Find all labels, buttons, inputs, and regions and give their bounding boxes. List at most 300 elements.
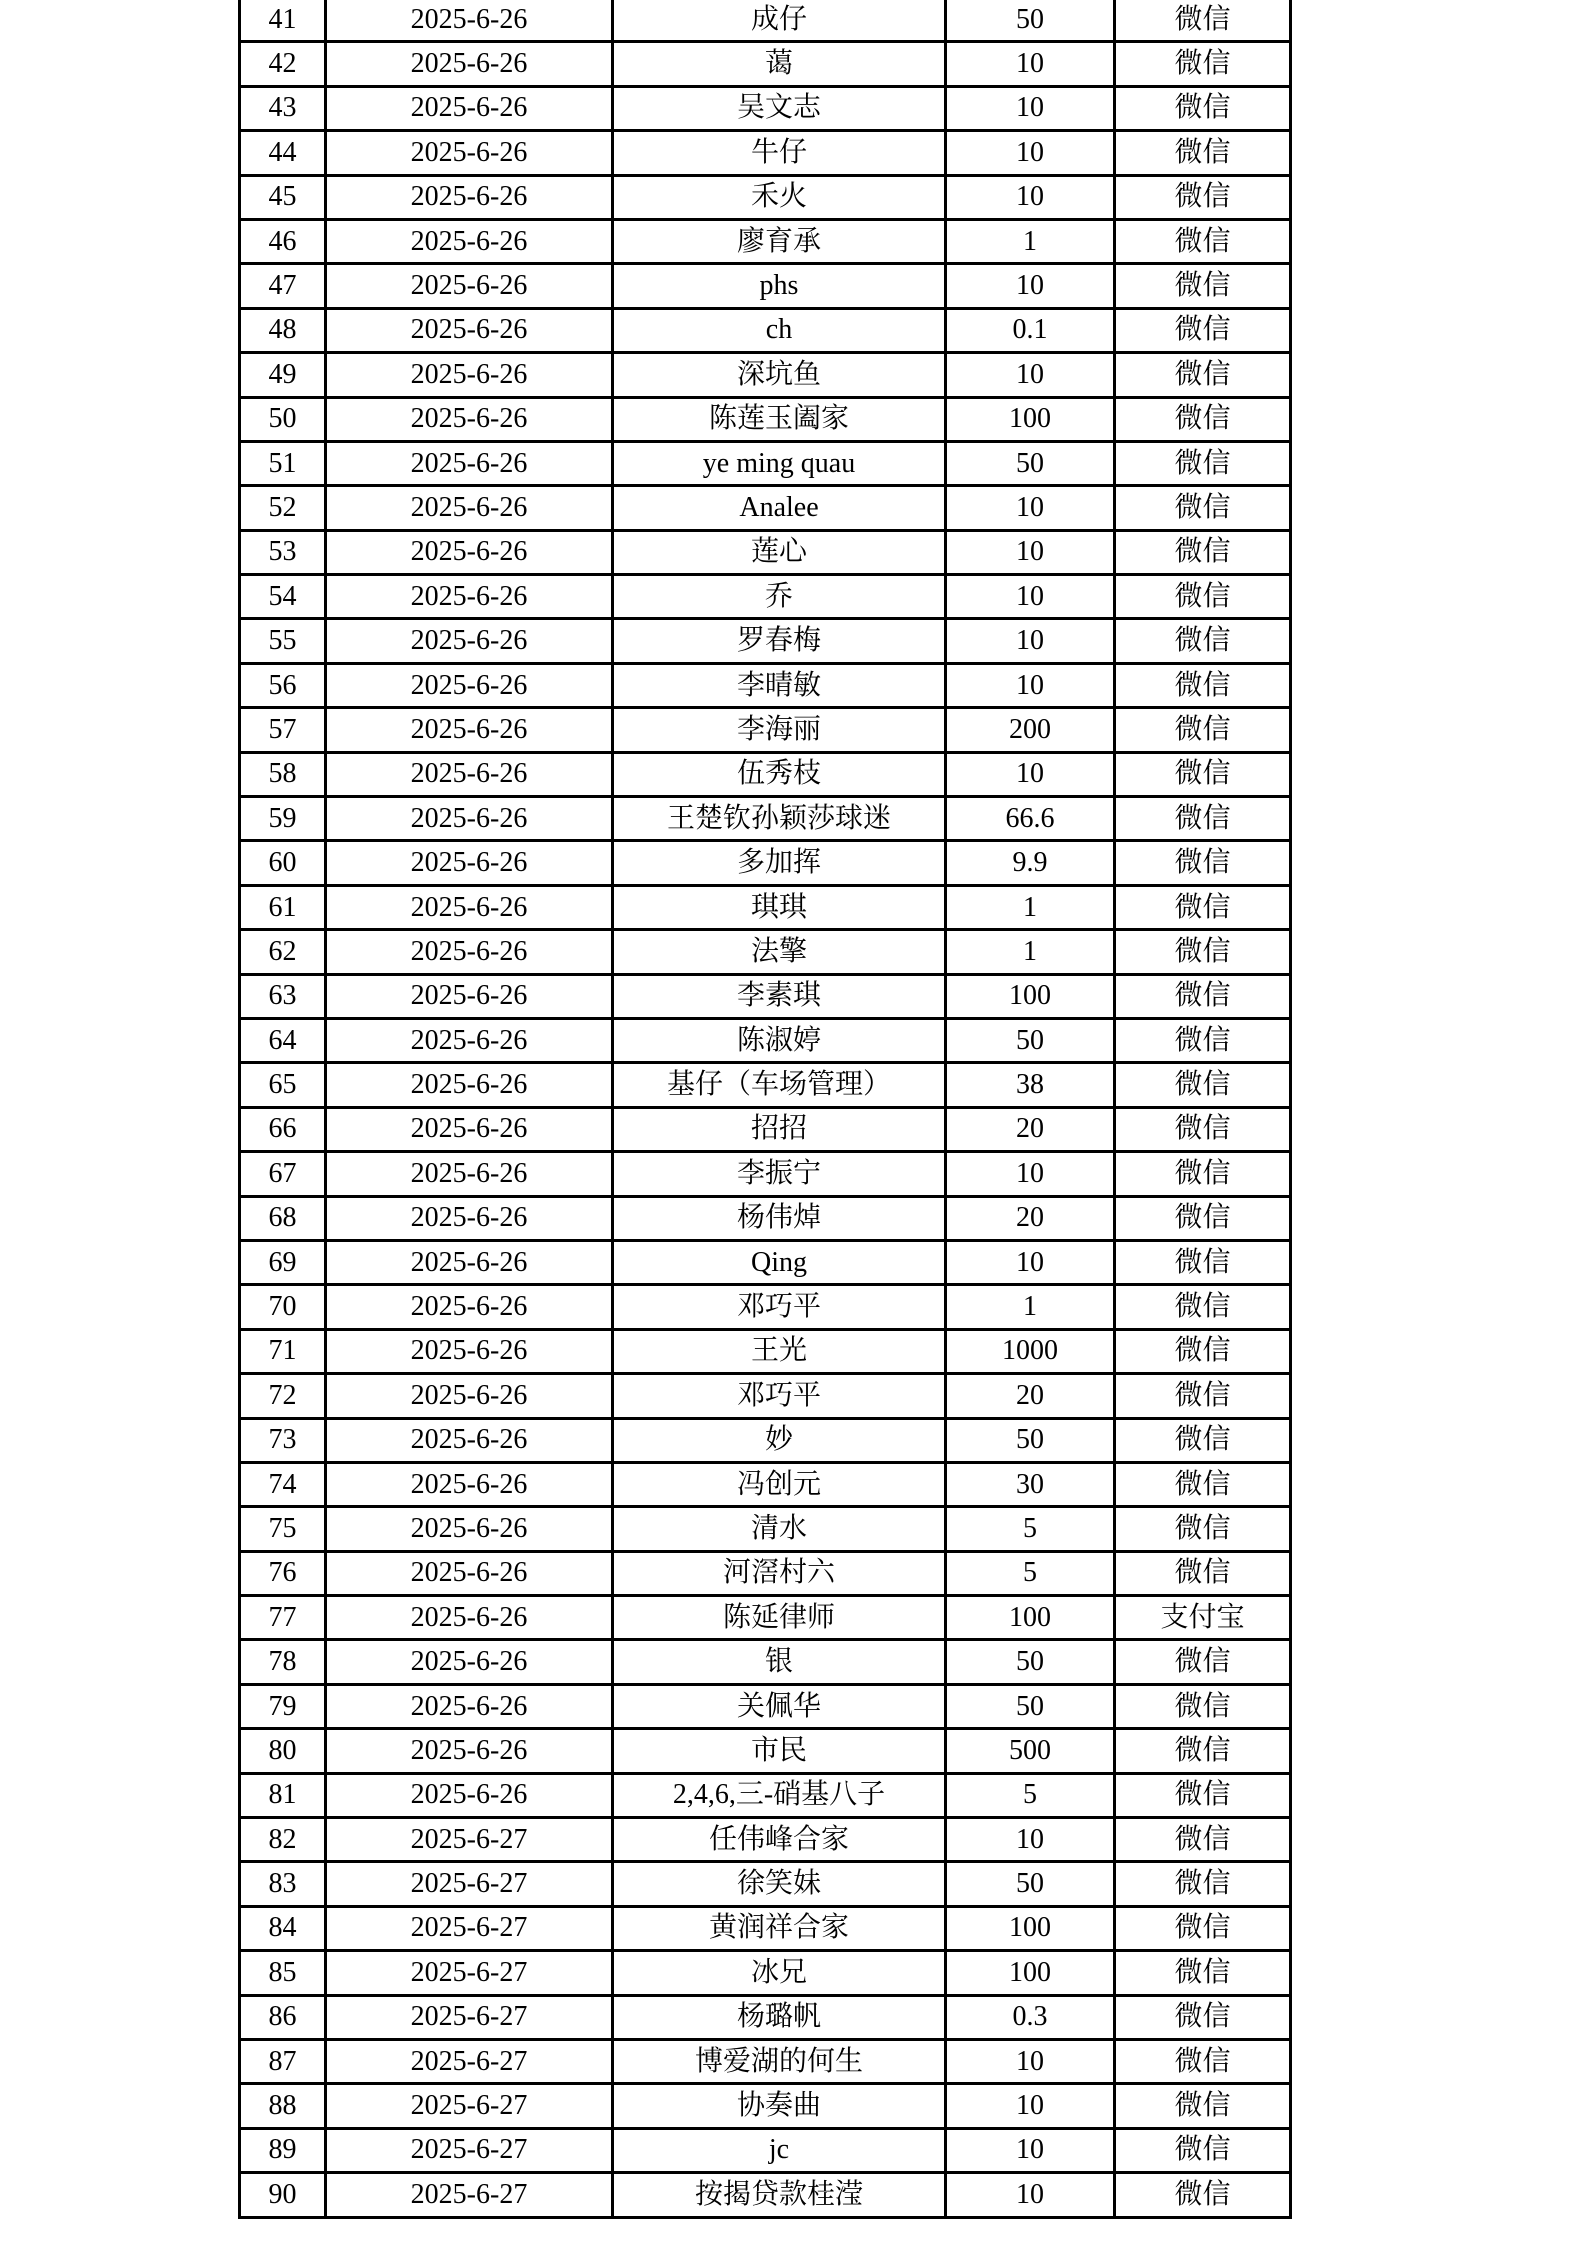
donor-name-cell: 法擎: [613, 930, 946, 974]
row-number-cell: 50: [240, 397, 326, 441]
row-number-cell: 44: [240, 131, 326, 175]
payment-method-cell: 微信: [1115, 1995, 1291, 2039]
table-row: [240, 131, 1291, 175]
payment-method-cell: 微信: [1115, 308, 1291, 352]
row-number-cell: 81: [240, 1773, 326, 1817]
payment-method-cell: 微信: [1115, 575, 1291, 619]
donor-name-cell: 吴文志: [613, 86, 946, 130]
row-number-cell: 51: [240, 441, 326, 485]
payment-method-cell: 微信: [1115, 885, 1291, 929]
date-cell: 2025-6-26: [326, 0, 613, 42]
row-number-cell: 82: [240, 1818, 326, 1862]
row-number-cell: 90: [240, 2173, 326, 2217]
payment-method-cell: 微信: [1115, 619, 1291, 663]
row-number-cell: 59: [240, 797, 326, 841]
row-number-cell: 84: [240, 1906, 326, 1950]
table-row: [240, 1729, 1291, 1773]
amount-cell: 10: [946, 2173, 1115, 2217]
payment-method-cell: 微信: [1115, 797, 1291, 841]
row-number-cell: 41: [240, 0, 326, 42]
payment-method-cell: 微信: [1115, 397, 1291, 441]
donor-name-cell: 王光: [613, 1329, 946, 1373]
donor-name-cell: ch: [613, 308, 946, 352]
table-row: [240, 1329, 1291, 1373]
payment-method-cell: 微信: [1115, 353, 1291, 397]
amount-cell: 0.3: [946, 1995, 1115, 2039]
amount-cell: 10: [946, 1152, 1115, 1196]
amount-cell: 5: [946, 1551, 1115, 1595]
date-cell: 2025-6-26: [326, 663, 613, 707]
payment-method-cell: 微信: [1115, 1640, 1291, 1684]
date-cell: 2025-6-26: [326, 1640, 613, 1684]
donor-name-cell: 李素琪: [613, 974, 946, 1018]
payment-method-cell: 微信: [1115, 752, 1291, 796]
payment-method-cell: 微信: [1115, 663, 1291, 707]
date-cell: 2025-6-27: [326, 2039, 613, 2083]
donor-name-cell: 陈延律师: [613, 1596, 946, 1640]
donor-name-cell: 银: [613, 1640, 946, 1684]
donor-name-cell: 2,4,6,三-硝基八子: [613, 1773, 946, 1817]
table-row: [240, 1285, 1291, 1329]
amount-cell: 100: [946, 1951, 1115, 1995]
table-row: [240, 2039, 1291, 2083]
table-row: [240, 1374, 1291, 1418]
donor-name-cell: 王楚钦孙颖莎球迷: [613, 797, 946, 841]
amount-cell: 1: [946, 930, 1115, 974]
payment-method-cell: 微信: [1115, 2128, 1291, 2172]
date-cell: 2025-6-27: [326, 1906, 613, 1950]
payment-method-cell: 微信: [1115, 1329, 1291, 1373]
date-cell: 2025-6-27: [326, 2128, 613, 2172]
payment-method-cell: 支付宝: [1115, 1596, 1291, 1640]
payment-method-cell: 微信: [1115, 1507, 1291, 1551]
amount-cell: 10: [946, 663, 1115, 707]
table-row: [240, 708, 1291, 752]
donor-name-cell: 市民: [613, 1729, 946, 1773]
payment-method-cell: 微信: [1115, 219, 1291, 263]
table-row: [240, 1862, 1291, 1906]
payment-method-cell: 微信: [1115, 1906, 1291, 1950]
payment-method-cell: 微信: [1115, 1551, 1291, 1595]
table-row: [240, 42, 1291, 86]
date-cell: 2025-6-26: [326, 752, 613, 796]
donor-name-cell: phs: [613, 264, 946, 308]
donor-name-cell: 陈淑婷: [613, 1018, 946, 1062]
row-number-cell: 53: [240, 530, 326, 574]
table-row: [240, 752, 1291, 796]
donor-name-cell: 杨璐帆: [613, 1995, 946, 2039]
date-cell: 2025-6-27: [326, 1995, 613, 2039]
row-number-cell: 54: [240, 575, 326, 619]
date-cell: 2025-6-26: [326, 575, 613, 619]
amount-cell: 10: [946, 1240, 1115, 1284]
date-cell: 2025-6-26: [326, 219, 613, 263]
table-row: [240, 1462, 1291, 1506]
amount-cell: 50: [946, 1640, 1115, 1684]
donor-name-cell: 蔼: [613, 42, 946, 86]
row-number-cell: 42: [240, 42, 326, 86]
payment-method-cell: 微信: [1115, 441, 1291, 485]
table-row: [240, 264, 1291, 308]
amount-cell: 5: [946, 1507, 1115, 1551]
table-row: [240, 619, 1291, 663]
row-number-cell: 63: [240, 974, 326, 1018]
row-number-cell: 45: [240, 175, 326, 219]
row-number-cell: 75: [240, 1507, 326, 1551]
date-cell: 2025-6-26: [326, 1063, 613, 1107]
table-row: [240, 663, 1291, 707]
donor-name-cell: 招招: [613, 1107, 946, 1151]
date-cell: 2025-6-26: [326, 353, 613, 397]
donor-name-cell: jc: [613, 2128, 946, 2172]
amount-cell: 50: [946, 0, 1115, 42]
amount-cell: 10: [946, 131, 1115, 175]
date-cell: 2025-6-27: [326, 1818, 613, 1862]
donation-table: [238, 0, 1292, 2219]
date-cell: 2025-6-26: [326, 619, 613, 663]
amount-cell: 1: [946, 219, 1115, 263]
row-number-cell: 73: [240, 1418, 326, 1462]
row-number-cell: 77: [240, 1596, 326, 1640]
table-row: [240, 797, 1291, 841]
table-row: [240, 175, 1291, 219]
donor-name-cell: 莲心: [613, 530, 946, 574]
row-number-cell: 60: [240, 841, 326, 885]
donor-name-cell: 任伟峰合家: [613, 1818, 946, 1862]
donor-name-cell: 按揭贷款桂滢: [613, 2173, 946, 2217]
table-row: [240, 841, 1291, 885]
table-row: [240, 2173, 1291, 2217]
amount-cell: 10: [946, 752, 1115, 796]
table-row: [240, 219, 1291, 263]
payment-method-cell: 微信: [1115, 1729, 1291, 1773]
donor-name-cell: 关佩华: [613, 1684, 946, 1728]
table-row: [240, 1995, 1291, 2039]
date-cell: 2025-6-26: [326, 1374, 613, 1418]
donation-table-body: [240, 0, 1291, 2217]
date-cell: 2025-6-26: [326, 1684, 613, 1728]
amount-cell: 10: [946, 2128, 1115, 2172]
date-cell: 2025-6-26: [326, 441, 613, 485]
payment-method-cell: 微信: [1115, 974, 1291, 1018]
amount-cell: 1000: [946, 1329, 1115, 1373]
date-cell: 2025-6-27: [326, 1951, 613, 1995]
row-number-cell: 71: [240, 1329, 326, 1373]
row-number-cell: 72: [240, 1374, 326, 1418]
payment-method-cell: 微信: [1115, 1462, 1291, 1506]
payment-method-cell: 微信: [1115, 264, 1291, 308]
amount-cell: 5: [946, 1773, 1115, 1817]
row-number-cell: 48: [240, 308, 326, 352]
date-cell: 2025-6-26: [326, 175, 613, 219]
donor-name-cell: 深坑鱼: [613, 353, 946, 397]
table-row: [240, 397, 1291, 441]
table-row: [240, 974, 1291, 1018]
donor-name-cell: 黄润祥合家: [613, 1906, 946, 1950]
donor-name-cell: 博爱湖的何生: [613, 2039, 946, 2083]
row-number-cell: 58: [240, 752, 326, 796]
row-number-cell: 66: [240, 1107, 326, 1151]
date-cell: 2025-6-26: [326, 1729, 613, 1773]
donor-name-cell: 冰兄: [613, 1951, 946, 1995]
payment-method-cell: 微信: [1115, 1063, 1291, 1107]
row-number-cell: 64: [240, 1018, 326, 1062]
table-row: [240, 2084, 1291, 2128]
date-cell: 2025-6-26: [326, 131, 613, 175]
payment-method-cell: 微信: [1115, 131, 1291, 175]
amount-cell: 10: [946, 353, 1115, 397]
date-cell: 2025-6-27: [326, 1862, 613, 1906]
date-cell: 2025-6-26: [326, 1018, 613, 1062]
date-cell: 2025-6-26: [326, 708, 613, 752]
date-cell: 2025-6-26: [326, 1285, 613, 1329]
table-row: [240, 0, 1291, 42]
table-row: [240, 441, 1291, 485]
amount-cell: 100: [946, 1906, 1115, 1950]
table-row: [240, 1640, 1291, 1684]
amount-cell: 9.9: [946, 841, 1115, 885]
donor-name-cell: 协奏曲: [613, 2084, 946, 2128]
row-number-cell: 47: [240, 264, 326, 308]
payment-method-cell: 微信: [1115, 1773, 1291, 1817]
row-number-cell: 70: [240, 1285, 326, 1329]
donor-name-cell: 冯创元: [613, 1462, 946, 1506]
amount-cell: 50: [946, 1018, 1115, 1062]
table-row: [240, 1951, 1291, 1995]
payment-method-cell: 微信: [1115, 486, 1291, 530]
payment-method-cell: 微信: [1115, 841, 1291, 885]
row-number-cell: 68: [240, 1196, 326, 1240]
table-row: [240, 530, 1291, 574]
payment-method-cell: 微信: [1115, 2039, 1291, 2083]
donor-name-cell: 李晴敏: [613, 663, 946, 707]
row-number-cell: 57: [240, 708, 326, 752]
donor-name-cell: ye ming quau: [613, 441, 946, 485]
row-number-cell: 62: [240, 930, 326, 974]
table-row: [240, 1240, 1291, 1284]
payment-method-cell: 微信: [1115, 2084, 1291, 2128]
row-number-cell: 74: [240, 1462, 326, 1506]
donor-name-cell: 罗春梅: [613, 619, 946, 663]
amount-cell: 20: [946, 1374, 1115, 1418]
donor-name-cell: 基仔（车场管理）: [613, 1063, 946, 1107]
date-cell: 2025-6-26: [326, 930, 613, 974]
table-row: [240, 308, 1291, 352]
amount-cell: 10: [946, 1818, 1115, 1862]
payment-method-cell: 微信: [1115, 1951, 1291, 1995]
table-row: [240, 1596, 1291, 1640]
table-row: [240, 1063, 1291, 1107]
amount-cell: 100: [946, 974, 1115, 1018]
donor-name-cell: 廖育承: [613, 219, 946, 263]
amount-cell: 10: [946, 486, 1115, 530]
row-number-cell: 83: [240, 1862, 326, 1906]
amount-cell: 10: [946, 575, 1115, 619]
date-cell: 2025-6-26: [326, 1507, 613, 1551]
table-row: [240, 486, 1291, 530]
donor-name-cell: 妙: [613, 1418, 946, 1462]
amount-cell: 30: [946, 1462, 1115, 1506]
amount-cell: 200: [946, 708, 1115, 752]
table-row: [240, 1418, 1291, 1462]
donor-name-cell: 多加挥: [613, 841, 946, 885]
donor-name-cell: Qing: [613, 1240, 946, 1284]
amount-cell: 10: [946, 42, 1115, 86]
row-number-cell: 46: [240, 219, 326, 263]
row-number-cell: 52: [240, 486, 326, 530]
donor-name-cell: 徐笑妹: [613, 1862, 946, 1906]
amount-cell: 66.6: [946, 797, 1115, 841]
date-cell: 2025-6-26: [326, 397, 613, 441]
date-cell: 2025-6-26: [326, 1462, 613, 1506]
table-row: [240, 1507, 1291, 1551]
amount-cell: 1: [946, 1285, 1115, 1329]
payment-method-cell: 微信: [1115, 1107, 1291, 1151]
row-number-cell: 80: [240, 1729, 326, 1773]
row-number-cell: 67: [240, 1152, 326, 1196]
payment-method-cell: 微信: [1115, 708, 1291, 752]
donor-name-cell: 乔: [613, 575, 946, 619]
donor-name-cell: 李振宁: [613, 1152, 946, 1196]
row-number-cell: 49: [240, 353, 326, 397]
amount-cell: 50: [946, 1684, 1115, 1728]
donor-name-cell: 牛仔: [613, 131, 946, 175]
table-row: [240, 575, 1291, 619]
donor-name-cell: 禾火: [613, 175, 946, 219]
payment-method-cell: 微信: [1115, 0, 1291, 42]
row-number-cell: 79: [240, 1684, 326, 1728]
payment-method-cell: 微信: [1115, 1684, 1291, 1728]
amount-cell: 10: [946, 86, 1115, 130]
amount-cell: 10: [946, 2084, 1115, 2128]
payment-method-cell: 微信: [1115, 1862, 1291, 1906]
row-number-cell: 88: [240, 2084, 326, 2128]
table-row: [240, 1684, 1291, 1728]
date-cell: 2025-6-26: [326, 1329, 613, 1373]
row-number-cell: 85: [240, 1951, 326, 1995]
date-cell: 2025-6-26: [326, 1196, 613, 1240]
row-number-cell: 78: [240, 1640, 326, 1684]
table-row: [240, 1818, 1291, 1862]
date-cell: 2025-6-26: [326, 1773, 613, 1817]
table-row: [240, 930, 1291, 974]
payment-method-cell: 微信: [1115, 1152, 1291, 1196]
table-row: [240, 86, 1291, 130]
amount-cell: 100: [946, 397, 1115, 441]
table-row: [240, 353, 1291, 397]
amount-cell: 0.1: [946, 308, 1115, 352]
payment-method-cell: 微信: [1115, 175, 1291, 219]
date-cell: 2025-6-26: [326, 1418, 613, 1462]
donor-name-cell: 邓巧平: [613, 1285, 946, 1329]
donor-name-cell: 琪琪: [613, 885, 946, 929]
row-number-cell: 43: [240, 86, 326, 130]
amount-cell: 1: [946, 885, 1115, 929]
amount-cell: 10: [946, 264, 1115, 308]
amount-cell: 50: [946, 441, 1115, 485]
date-cell: 2025-6-26: [326, 530, 613, 574]
date-cell: 2025-6-26: [326, 1107, 613, 1151]
amount-cell: 20: [946, 1107, 1115, 1151]
amount-cell: 50: [946, 1862, 1115, 1906]
date-cell: 2025-6-26: [326, 42, 613, 86]
amount-cell: 10: [946, 530, 1115, 574]
date-cell: 2025-6-26: [326, 885, 613, 929]
row-number-cell: 61: [240, 885, 326, 929]
payment-method-cell: 微信: [1115, 86, 1291, 130]
date-cell: 2025-6-26: [326, 974, 613, 1018]
payment-method-cell: 微信: [1115, 2173, 1291, 2217]
table-row: [240, 1152, 1291, 1196]
payment-method-cell: 微信: [1115, 530, 1291, 574]
row-number-cell: 56: [240, 663, 326, 707]
row-number-cell: 69: [240, 1240, 326, 1284]
date-cell: 2025-6-26: [326, 486, 613, 530]
donor-name-cell: 杨伟焯: [613, 1196, 946, 1240]
date-cell: 2025-6-27: [326, 2173, 613, 2217]
date-cell: 2025-6-26: [326, 264, 613, 308]
date-cell: 2025-6-26: [326, 86, 613, 130]
table-row: [240, 1906, 1291, 1950]
amount-cell: 10: [946, 175, 1115, 219]
table-row: [240, 1773, 1291, 1817]
donor-name-cell: 伍秀枝: [613, 752, 946, 796]
payment-method-cell: 微信: [1115, 42, 1291, 86]
payment-method-cell: 微信: [1115, 1374, 1291, 1418]
amount-cell: 20: [946, 1196, 1115, 1240]
donor-name-cell: 清水: [613, 1507, 946, 1551]
payment-method-cell: 微信: [1115, 1018, 1291, 1062]
donor-name-cell: 陈莲玉阖家: [613, 397, 946, 441]
amount-cell: 38: [946, 1063, 1115, 1107]
date-cell: 2025-6-26: [326, 1240, 613, 1284]
table-row: [240, 1196, 1291, 1240]
amount-cell: 100: [946, 1596, 1115, 1640]
row-number-cell: 76: [240, 1551, 326, 1595]
date-cell: 2025-6-26: [326, 1596, 613, 1640]
donor-name-cell: Analee: [613, 486, 946, 530]
payment-method-cell: 微信: [1115, 1196, 1291, 1240]
date-cell: 2025-6-26: [326, 308, 613, 352]
date-cell: 2025-6-26: [326, 841, 613, 885]
row-number-cell: 89: [240, 2128, 326, 2172]
payment-method-cell: 微信: [1115, 1285, 1291, 1329]
amount-cell: 50: [946, 1418, 1115, 1462]
table-row: [240, 2128, 1291, 2172]
row-number-cell: 65: [240, 1063, 326, 1107]
date-cell: 2025-6-26: [326, 1152, 613, 1196]
donor-name-cell: 李海丽: [613, 708, 946, 752]
payment-method-cell: 微信: [1115, 1418, 1291, 1462]
date-cell: 2025-6-27: [326, 2084, 613, 2128]
amount-cell: 500: [946, 1729, 1115, 1773]
payment-method-cell: 微信: [1115, 930, 1291, 974]
payment-method-cell: 微信: [1115, 1818, 1291, 1862]
row-number-cell: 86: [240, 1995, 326, 2039]
donor-name-cell: 成仔: [613, 0, 946, 42]
donor-name-cell: 河滘村六: [613, 1551, 946, 1595]
donor-name-cell: 邓巧平: [613, 1374, 946, 1418]
amount-cell: 10: [946, 619, 1115, 663]
row-number-cell: 87: [240, 2039, 326, 2083]
row-number-cell: 55: [240, 619, 326, 663]
payment-method-cell: 微信: [1115, 1240, 1291, 1284]
table-row: [240, 1551, 1291, 1595]
table-row: [240, 1107, 1291, 1151]
amount-cell: 10: [946, 2039, 1115, 2083]
table-row: [240, 885, 1291, 929]
table-row: [240, 1018, 1291, 1062]
